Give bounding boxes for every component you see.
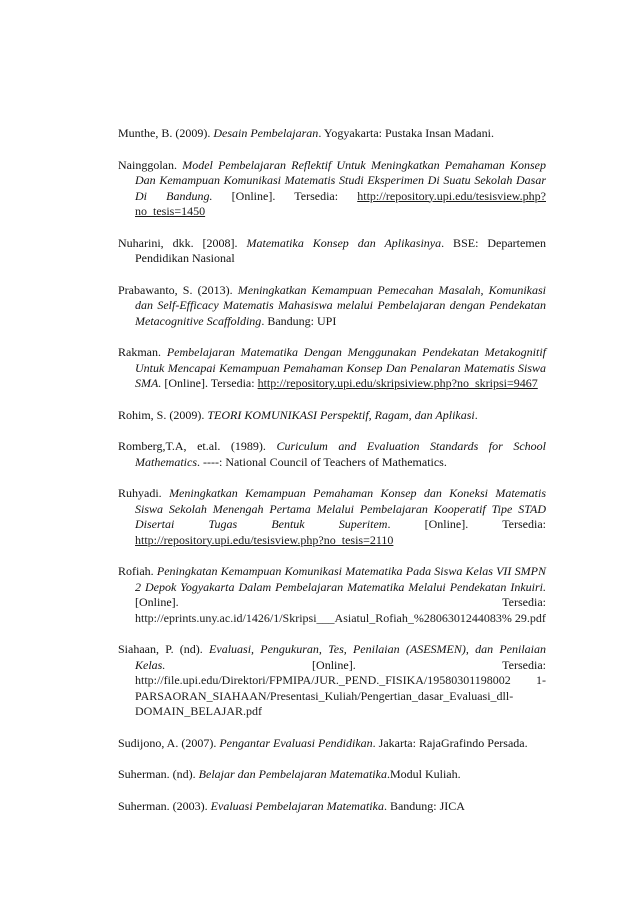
reference-entry-sudijono <box>118 736 546 752</box>
reference-title: Matematika Konsep dan Aplikasinya <box>246 235 442 250</box>
reference-url: http://file.upi.edu/Direktori/FPMIPA/JUR._PEND._FISIKA/19580301198002 1-PARSAORAN_SIAHAAN/Presentasi_Kuliah/Pengertian_dasar_Evaluasi_dll-DOMAIN_BELAJAR.pdf <box>135 673 546 718</box>
reference-url-link[interactable]: http://repository.upi.edu/tesisview.php?no_tesis=2110 <box>135 532 394 547</box>
reference-entry-nainggolan <box>118 158 546 220</box>
reference-title: Pembelajaran Matematika Dengan Menggunakan Pendekatan Metakognitif Untuk Mencapai Kemampuan Pemahaman Konsep Dan Penalaran Matematis Siswa SMA. <box>135 345 546 390</box>
reference-publisher: . Jakarta: RajaGrafindo Persada. <box>372 735 528 750</box>
reference-entry-siahaan <box>118 642 546 720</box>
reference-title: Model Pembelajaran Reflektif Untuk Meningkatkan Pemahaman Konsep Dan Kemampuan Komunikasi Matematis Studi Eksperimen Di Suatu Sekolah Dasar Di Bandung. <box>135 157 546 203</box>
reference-authors: Nuharini, dkk. [2008]. <box>118 235 247 250</box>
reference-entry-rofiah <box>118 564 546 626</box>
reference-authors: Rohim, S. (2009). <box>118 407 208 422</box>
reference-entry-nuharini <box>118 236 546 267</box>
reference-authors: Suherman. (nd). <box>118 767 199 781</box>
reference-title: Evaluasi Pembelajaran Matematika <box>210 798 384 813</box>
reference-url: http://eprints.uny.ac.id/1426/1/Skripsi___Asiatul_Rofiah_%2806301244083% 29.pdf <box>135 610 546 625</box>
reference-url-link[interactable]: http://repository.upi.edu/skripsiview.php?no_skripsi=9467 <box>257 376 538 390</box>
reference-publisher: . ----: National Council of Teachers of Mathematics. <box>197 454 447 469</box>
reference-authors: Munthe, B. (2009). <box>118 126 214 140</box>
reference-authors: Prabawanto, S. (2013). <box>118 282 238 297</box>
reference-title: Peningkatan Kemampuan Komunikasi Matematika Pada Siswa Kelas VII SMPN 2 Depok Yogyakarta Dalam Pembelajaran Matematika Melalui Pendekatan Inkuiri. <box>135 564 546 594</box>
reference-publisher: . BSE: Departemen Pendidikan Nasional <box>135 235 546 265</box>
reference-title: Meningkatkan Kemampuan Pemecahan Masalah, Komunikasi dan Self-Efficacy Matematis Mahasiswa melalui Pembelajaran dengan Pendekatan Metacognitive Scaffolding <box>135 282 546 328</box>
reference-entry-suherman-nd <box>118 767 546 783</box>
reference-authors: Ruhyadi. <box>118 486 170 500</box>
reference-title: Evaluasi, Pengukuran, Tes, Penilaian (ASESMEN), dan Penilaian Kelas. <box>135 642 546 672</box>
reference-publisher: [Online]. Tersedia: <box>212 188 358 203</box>
reference-publisher: . [Online]. Tersedia: <box>387 517 546 531</box>
reference-authors: Romberg,T.A, et.al. (1989). <box>118 439 277 453</box>
reference-publisher: .Modul Kuliah. <box>386 767 461 781</box>
reference-entry-suherman-2003 <box>118 799 546 815</box>
reference-publisher: [Online]. Tersedia: <box>161 376 258 390</box>
reference-authors: Rakman. <box>118 345 167 359</box>
reference-publisher: . <box>474 407 478 422</box>
reference-publisher: . Bandung: JICA <box>383 798 465 813</box>
reference-entry-ruhyadi <box>118 486 546 548</box>
reference-publisher: . Bandung: UPI <box>261 313 337 328</box>
reference-publisher: . Yogyakarta: Pustaka Insan Madani. <box>318 126 494 140</box>
reference-title: Belajar dan Pembelajaran Matematika <box>198 767 387 781</box>
reference-title: Curiculum and Evaluation Standards for School Mathematics <box>135 439 546 469</box>
reference-entry-prabawanto <box>118 283 546 330</box>
reference-authors: Siahaan, P. (nd). <box>118 642 210 656</box>
reference-entry-rakman <box>118 345 546 392</box>
reference-url-link[interactable]: http://repository.upi.edu/tesisview.php?no_tesis=1450 <box>135 188 546 218</box>
reference-authors: Nainggolan. <box>118 157 183 172</box>
reference-title: Pengantar Evaluasi Pendidikan <box>219 735 373 750</box>
reference-title: TEORI KOMUNIKASI Perspektif, Ragam, dan Aplikasi <box>207 407 475 422</box>
reference-publisher: [Online]. Tersedia: <box>165 657 546 672</box>
reference-entry-romberg <box>118 439 546 470</box>
reference-title: Meningkatkan Kemampuan Pemahaman Konsep dan Koneksi Matematis Siswa Sekolah Menengah Pertama Melalui Pembelajaran Kooperatif Tipe STAD Disertai Tugas Bentuk Superitem <box>135 486 546 531</box>
reference-publisher: [Online]. Tersedia: <box>135 595 546 609</box>
reference-authors: Sudijono, A. (2007). <box>118 735 220 750</box>
reference-authors: Rofiah. <box>118 564 157 578</box>
reference-authors: Suherman. (2003). <box>118 798 211 813</box>
reference-entry-munthe <box>118 126 546 142</box>
reference-title: Desain Pembelajaran <box>213 126 319 140</box>
reference-entry-rohim <box>118 408 546 424</box>
